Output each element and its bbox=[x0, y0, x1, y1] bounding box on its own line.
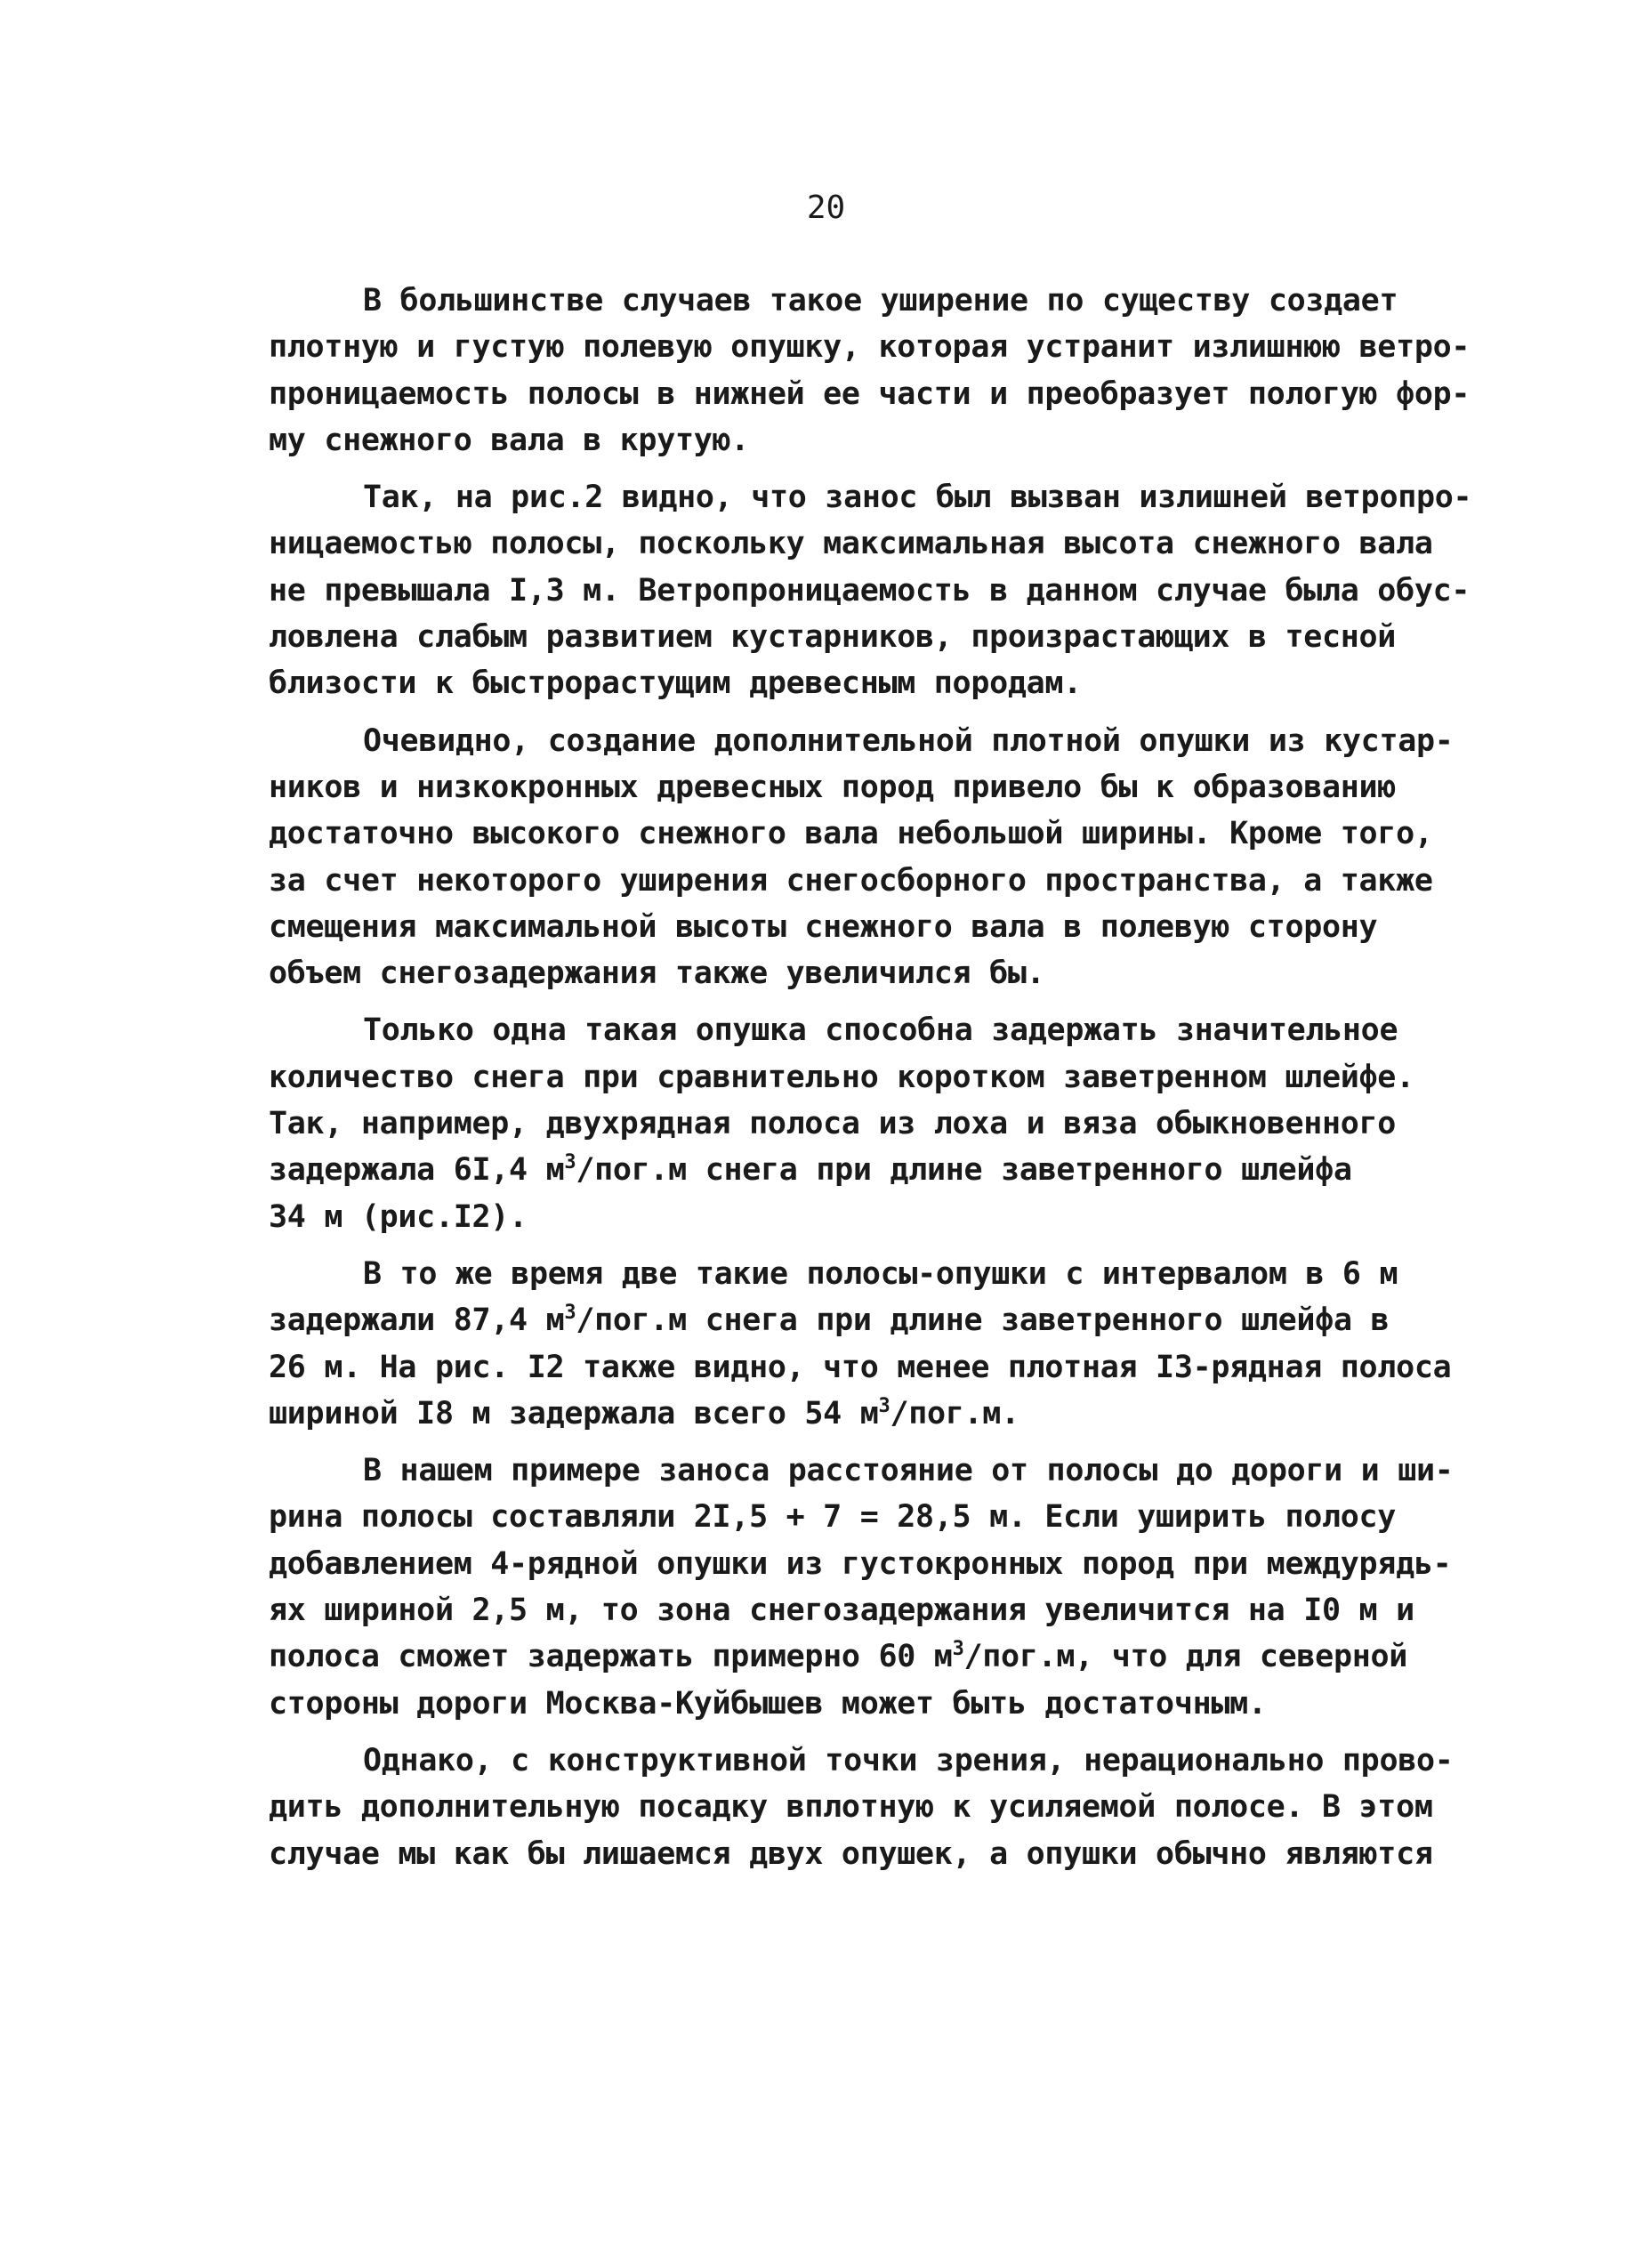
paragraph bbox=[269, 1007, 1414, 1239]
page-number: 20 bbox=[806, 190, 846, 226]
text-line: за счет некоторого уширения снегосборного пространства, а также bbox=[269, 862, 1433, 899]
text-line: задержала 6I,4 $м^3/пог.м$ снега при длине заветренного шлейфа bbox=[269, 1151, 1352, 1189]
text-line: близости к быстрорастущим древесным породам. bbox=[269, 665, 1082, 702]
paragraph bbox=[269, 1738, 1454, 1877]
paragraph bbox=[269, 474, 1472, 706]
text-line: шириной I8 м задержала всего 54 $м^3/пог.м$. bbox=[269, 1394, 1019, 1431]
text-line: Только одна такая опушка способна задержать значительное bbox=[363, 1012, 1398, 1049]
text-line: Так, например, двухрядная полоса из лоха и вяза обыкновенного bbox=[269, 1106, 1397, 1142]
text-line: 34 м (рис.I2). bbox=[269, 1198, 528, 1235]
text-line: случае мы как бы лишаемся двух опушек, а опушки обычно являются bbox=[269, 1835, 1433, 1872]
paragraph bbox=[269, 1251, 1452, 1437]
text-line: ях шириной 2,5 м, то зона снегозадержания увеличится на I0 м и bbox=[269, 1593, 1414, 1629]
paragraph bbox=[269, 278, 1471, 464]
text-line: не превышала I,3 м. Ветропроницаемость в данном случае была обус- bbox=[269, 572, 1471, 609]
text-line: смещения максимальной высоты снежного вала в полевую сторону bbox=[269, 908, 1378, 945]
body-text bbox=[269, 278, 1472, 1877]
text-line: дить дополнительную посадку вплотную к усиляемой полосе. В этом bbox=[269, 1789, 1433, 1826]
text-line: Так, на рис.2 видно, что занос был вызван излишней ветропро- bbox=[363, 480, 1472, 516]
text-line: задержали 87,4 $м^3/пог.м$ снега при длине заветренного шлейфа в bbox=[269, 1302, 1390, 1339]
text-line: полоса сможет задержать примерно 60 $м^3/пог.м$, что для северной bbox=[269, 1638, 1408, 1675]
paragraph bbox=[269, 718, 1454, 997]
text-line: Однако, с конструктивной точки зрения, нерационально прово- bbox=[363, 1742, 1454, 1778]
text-line: проницаемость полосы в нижней ее части и преобразует пологую фор- bbox=[269, 375, 1471, 412]
text-line: 26 м. На рис. I2 также видно, что менее плотная I3-рядная полоса bbox=[269, 1349, 1452, 1385]
text-line: му снежного вала в крутую. bbox=[269, 422, 750, 458]
text-line: плотную и густую полевую опушку, которая устранит излишнюю ветро- bbox=[269, 329, 1471, 366]
text-line: ловлена слабым развитием кустарников, произрастающих в тесной bbox=[269, 619, 1397, 656]
text-line: добавлением 4-рядной опушки из густокронных пород при междурядь- bbox=[269, 1545, 1452, 1582]
text-line: ников и низкокронных древесных пород привело бы к образованию bbox=[269, 769, 1397, 805]
text-line: Очевидно, создание дополнительной плотной опушки из кустар- bbox=[363, 722, 1454, 759]
text-line: В нашем примере заноса расстояние от полосы до дороги и ши- bbox=[363, 1453, 1454, 1489]
paragraph bbox=[269, 1448, 1454, 1727]
text-line: рина полосы составляли 2I,5 + 7 = 28,5 м. Если уширить полосу bbox=[269, 1499, 1397, 1536]
text-line: объем снегозадержания также увеличился бы. bbox=[269, 956, 1045, 992]
text-line: ницаемостью полосы, поскольку максимальная высота снежного вала bbox=[269, 526, 1433, 562]
text-line: количество снега при сравнительно коротком заветренном шлейфе. bbox=[269, 1059, 1414, 1095]
text-line: стороны дороги Москва-Куйбышев может быть достаточным. bbox=[269, 1685, 1267, 1722]
text-line: достаточно высокого снежного вала небольшой ширины. Кроме того, bbox=[269, 816, 1433, 852]
text-line: В большинстве случаев такое уширение по существу создает bbox=[363, 283, 1398, 319]
text-line: В то же время две такие полосы-опушки с интервалом в 6 м bbox=[363, 1255, 1398, 1292]
